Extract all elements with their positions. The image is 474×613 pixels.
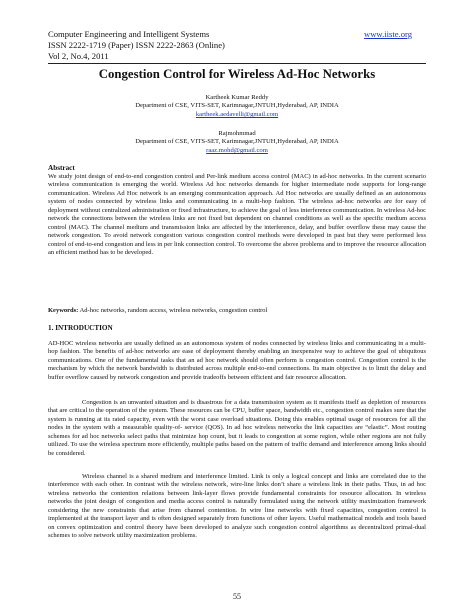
body-paragraph: AD-HOC wireless networks are usually defined as an autonomous system of nodes connected by wireless links and communicating in a multi-hop fashion. The benefits of ad-hoc networks are ease of deployment thereby enabling an inexpensive way to achieve the goal of ubiquitous communications. One of the fundamental tasks that an ad hoc network should often perform is congestion control. Congestion control is the mechanism by which the network bandwidth is distributed across multiple end-to-end connections. Its main objective is to limit the delay and buffer overflow caused by network congestion and provide tradeoffs between efficient and fair resource allocation. <box>48 340 426 381</box>
author-name: Kartheek Kumar Reddy <box>205 94 269 101</box>
abstract-heading: Abstract <box>48 164 75 172</box>
page-number: 55 <box>233 592 241 601</box>
author-email-link[interactable]: kartheek.aedavelli@gmail.com <box>195 111 279 118</box>
header-rule <box>48 63 426 64</box>
section-heading: 1. INTRODUCTION <box>48 324 113 332</box>
author-affiliation: Department of CSE, VITS-SET, Karimnagar,JNTUH,Hyderabad, AP, INDIA <box>135 102 339 109</box>
author-email-link[interactable]: raaz.mohd@gmail.com <box>206 147 268 154</box>
author-email-line <box>0 111 474 119</box>
keywords-label: Keywords: <box>48 307 79 314</box>
keywords-text: Ad-hoc networks, random access, wireless networks, congestion control <box>78 307 268 314</box>
journal-url-link[interactable]: www.iiste.org <box>364 29 412 39</box>
author-name: Rajmohmmad <box>218 130 256 137</box>
author-affiliation: Department of CSE, VITS-SET, Karimnagar,JNTUH,Hyderabad, AP, INDIA <box>135 138 339 145</box>
keywords-line <box>48 307 426 315</box>
volume-line: Vol 2, No.4, 2011 <box>48 51 109 61</box>
abstract-text: We study joint design of end-to-end congestion control and Per-link medium access control (MAC) in ad-hoc networks. In the current scenario wireless communication is emerging the world. Wireless Ad hoc networks demands for higher intermediate node supports for long-range communication. Wireless Ad Hoc network is an emerging communication approach. Ad Hoc networks are usually defined as an autonomous system of nodes connected by wireless links and communicating in a multi-hop fashion. The wireless ad-hoc networks are for easy of deployment without centralized administration or fixed infrastructure, to achieve the goal of less interference communication. In wireless Ad-hoc network the connections between the wireless links are not fixed but dependent on channel conditions as well as the specific medium access control (MAC). The channel medium and transmission links are affected by the interference, delay, and buffer overflow these may cause the network congestion. To avoid network congestion various congestion control methods were developed in past but they were performed less control of end-to-end congestion and less in per link connection control. To overcome the above problems and to improve the resource allocation an efficient method has to be developed. <box>48 173 426 257</box>
body-paragraph: Wireless channel is a shared medium and interference limited. Link is only a logical concept and links are correlated due to the interference with each other. In contrast with the wireless network, wire-line links don’t share a wireless link in their paths. Thus, in ad hoc wireless networks the contention relations between link-layer flows provide fundamental constraints for resource allocation. In wireless networks the joint design of congestion and media access control is naturally formulated using the network utility maximization framework considering the new constraints that arise from channel contention. In wire line networks with fixed capacities, congestion control is implemented at the transport layer and is often designed separately from functions of other layers. Useful mathematical models and tools based on convex optimization and control theory have been developed to analyze such congestion control algorithms as decentralized primal-dual schemes to solve network utility maximization problems. <box>48 473 426 540</box>
body-paragraph: Congestion is an unwanted situation and is disastrous for a data transmission system as it manifests itself as depletion of resources that are critical to the operation of the system. These resources can be CPU, buffer space, bandwidth etc., congestion control makes sure that the system is running at its rated capacity, even with the worst case overload situations. Doing this enables optimal usage of resources for all the nodes in the system with a measurable quality-of- service (QOS). In ad hoc wireless networks the link capacities are “elastic”. Most routing schemes for ad hoc networks select paths that minimize hop count, but it leads to congestion at some region, while other regions are not fully utilized. To use the wireless spectrum more efficiently, multiple paths based on the pattern of traffic demand and interference among links should be considered. <box>48 399 426 457</box>
author-email-line <box>0 147 474 155</box>
paper-title: Congestion Control for Wireless Ad-Hoc Networks <box>98 67 376 81</box>
issn-line: ISSN 2222-1719 (Paper) ISSN 2222-2863 (Online) <box>48 40 225 50</box>
journal-name: Computer Engineering and Intelligent Systems <box>48 29 210 39</box>
